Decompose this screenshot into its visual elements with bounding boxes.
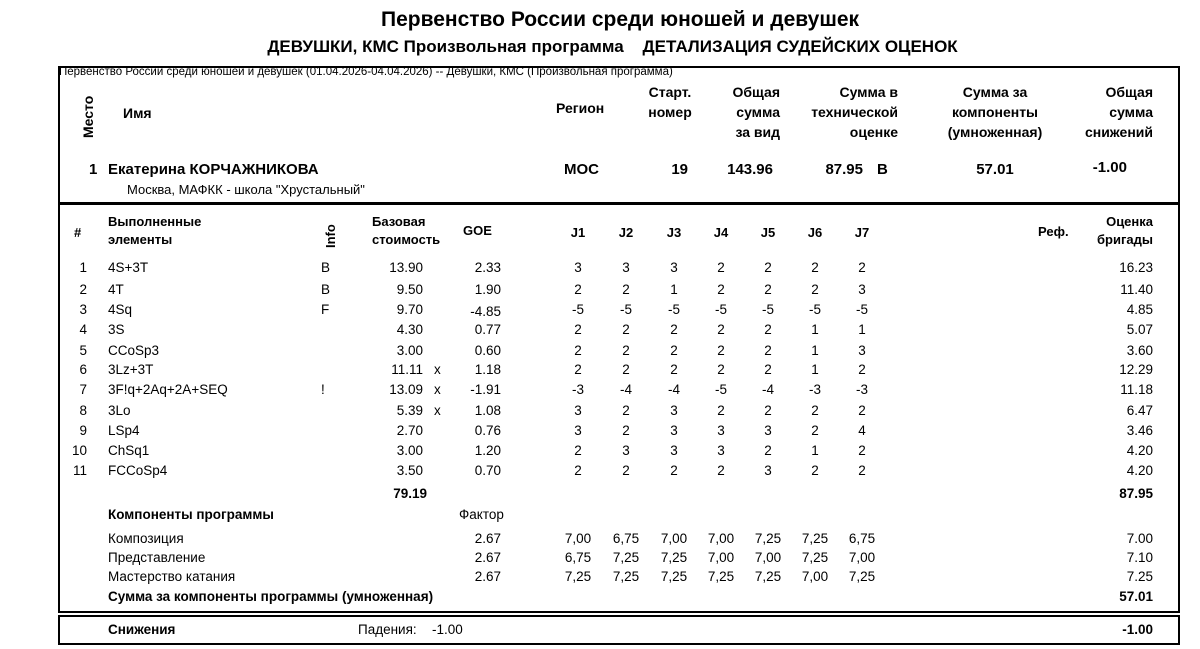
element-judge-score: 2 (717, 260, 725, 275)
element-judge-score: -5 (714, 382, 727, 397)
header-line: сумма (736, 104, 780, 120)
element-panel-score: 16.23 (1119, 260, 1153, 275)
element-judge-score: 2 (858, 463, 866, 478)
element-judge-score: 3 (574, 403, 582, 418)
element-panel-score: 5.07 (1126, 322, 1153, 337)
judge-header: J3 (666, 225, 682, 240)
element-panel-score: 4.20 (1126, 443, 1153, 458)
element-judge-score: 2 (622, 282, 630, 297)
element-judge-score: 2 (717, 403, 725, 418)
element-judge-score: 3 (717, 423, 725, 438)
factor-label: Фактор (459, 507, 504, 522)
element-judge-score: -5 (714, 302, 727, 317)
element-judge-score: 2 (764, 282, 772, 297)
element-panel-score: 3.46 (1126, 423, 1153, 438)
element-panel-score: 11.18 (1120, 382, 1153, 397)
skater-pcs: 57.01 (976, 161, 1014, 178)
element-goe: 2.33 (474, 260, 501, 275)
element-judge-score: -5 (619, 302, 632, 317)
element-panel-score: 4.85 (1126, 302, 1153, 317)
start-no-header (640, 82, 700, 122)
header-line: за вид (735, 124, 780, 140)
element-judge-score: 3 (670, 443, 678, 458)
element-code: ChSq1 (108, 443, 150, 458)
header-line: номер (648, 104, 692, 120)
element-judge-score: 2 (574, 362, 582, 377)
element-judge-score: 3 (858, 282, 866, 297)
element-judge-score: 2 (811, 463, 819, 478)
element-code: 4T (108, 282, 124, 297)
element-judge-score: 2 (574, 443, 582, 458)
panel-header (1080, 213, 1153, 249)
element-base-value: 3.00 (396, 443, 423, 458)
element-judge-score: 3 (858, 343, 866, 358)
base-header (372, 213, 440, 249)
deductions-total: -1.00 (1122, 622, 1153, 637)
element-judge-score: 3 (574, 260, 582, 275)
header-line: Сумма в (839, 84, 898, 100)
component-judge-score: 7,25 (660, 550, 688, 565)
element-panel-score: 6.47 (1126, 403, 1153, 418)
page-subtitle: ДЕВУШКИ, КМС Произвольная программа ДЕТАЛИЗАЦИЯ СУДЕЙСКИХ ОЦЕНОК (267, 37, 958, 56)
element-judge-score: 2 (764, 343, 772, 358)
region-header: Регион (556, 100, 605, 116)
element-judge-score: 2 (622, 463, 630, 478)
element-judge-score: 2 (717, 362, 725, 377)
element-judge-score: 4 (858, 423, 866, 438)
header-line: Выполненные (108, 214, 202, 229)
component-judge-score: 7,00 (848, 550, 876, 565)
deductions-header (1070, 82, 1153, 142)
component-judge-score: 7,00 (660, 531, 688, 546)
header-line: (умноженная) (947, 124, 1043, 140)
header-line: компоненты (951, 104, 1039, 120)
element-goe: 0.76 (474, 423, 501, 438)
skater-club: Москва, МАФКК - школа "Хрустальный" (127, 182, 365, 197)
base-total: 79.19 (393, 486, 427, 501)
component-judge-score: 7,25 (660, 569, 688, 584)
judge-header: J2 (618, 225, 634, 240)
element-judge-score: 3 (764, 463, 772, 478)
skater-name: Екатерина КОРЧАЖНИКОВА (108, 161, 319, 178)
element-bonus-mark: x (434, 382, 441, 397)
component-judge-score: 7,25 (801, 550, 829, 565)
element-judge-score: 2 (574, 322, 582, 337)
element-judge-score: 2 (717, 322, 725, 337)
header-line: Общая (732, 84, 780, 100)
component-name: Представление (108, 550, 206, 565)
element-judge-score: 2 (622, 362, 630, 377)
component-judge-score: 7,25 (612, 550, 640, 565)
component-name: Мастерство катания (108, 569, 236, 584)
element-bonus-mark: x (434, 403, 441, 418)
element-judge-score: 2 (858, 362, 866, 377)
component-judge-score: 7,00 (801, 569, 829, 584)
element-judge-score: 3 (670, 260, 678, 275)
element-goe: 0.60 (474, 343, 501, 358)
element-code: 3Lo (108, 403, 131, 418)
skater-tes-mark: B (877, 161, 888, 178)
element-judge-score: 2 (622, 403, 630, 418)
component-factor: 2.67 (474, 550, 501, 565)
element-judge-score: 2 (811, 282, 819, 297)
element-number: 6 (79, 362, 87, 377)
component-judge-score: 7,00 (564, 531, 592, 546)
element-code: 3F!q+2Aq+2A+SEQ (108, 382, 228, 397)
element-code: CCoSp3 (108, 343, 160, 358)
element-base-value: 2.70 (396, 423, 423, 438)
element-code: LSp4 (108, 423, 140, 438)
element-judge-score: 2 (811, 260, 819, 275)
component-score: 7.25 (1126, 569, 1153, 584)
element-judge-score: 2 (622, 343, 630, 358)
skater-tes: 87.95 (825, 161, 863, 178)
element-panel-score: 3.60 (1126, 343, 1153, 358)
info-header: Info (323, 224, 338, 248)
element-judge-score: 2 (858, 443, 866, 458)
element-judge-score: -3 (855, 382, 868, 397)
pcs-header (920, 82, 1070, 142)
header-line: элементы (108, 232, 173, 247)
skater-region: MOC (564, 161, 599, 178)
element-judge-score: -5 (571, 302, 584, 317)
element-judge-score: 2 (622, 322, 630, 337)
element-base-value: 4.30 (396, 322, 423, 337)
component-judge-score: 7,25 (801, 531, 829, 546)
components-sum-label: Сумма за компоненты программы (умноженная) (108, 589, 434, 604)
element-judge-score: 3 (622, 443, 630, 458)
header-line: Общая (1105, 84, 1153, 100)
element-judge-score: 2 (764, 403, 772, 418)
element-judge-score: 2 (670, 463, 678, 478)
component-factor: 2.67 (474, 531, 501, 546)
element-number: 8 (79, 403, 87, 418)
deductions-label: Снижения (108, 622, 176, 637)
element-goe: 1.20 (474, 443, 501, 458)
element-code: 3S (108, 322, 125, 337)
element-number: 2 (79, 282, 87, 297)
deductions-box (58, 615, 1180, 645)
page-title: Первенство России среди юношей и девушек (380, 8, 860, 31)
element-judge-score: 2 (764, 362, 772, 377)
element-judge-score: -4 (667, 382, 680, 397)
element-code: FCCoSp4 (108, 463, 168, 478)
element-judge-score: 2 (670, 343, 678, 358)
falls-value: -1.00 (432, 622, 463, 637)
element-goe: 1.08 (474, 403, 501, 418)
elements-num-header: # (74, 225, 82, 240)
element-judge-score: 2 (717, 282, 725, 297)
element-judge-score: 2 (811, 423, 819, 438)
header-line: бригады (1097, 232, 1153, 247)
element-goe: 0.70 (474, 463, 501, 478)
element-base-value: 3.00 (396, 343, 423, 358)
component-judge-score: 6,75 (564, 550, 592, 565)
element-number: 10 (71, 443, 87, 458)
element-judge-score: 3 (670, 423, 678, 438)
component-judge-score: 7,25 (707, 569, 735, 584)
judge-header: J4 (713, 225, 729, 240)
event-line: Первенство России среди юношей и девушек (01.04.2026-04.04.2026) -- Девушки, КМС (Произвольная программа) (59, 66, 673, 78)
judge-header: J1 (570, 225, 586, 240)
element-judge-score: -3 (808, 382, 821, 397)
element-judge-score: 2 (811, 403, 819, 418)
element-info: F (321, 302, 330, 317)
element-judge-score: 2 (858, 260, 866, 275)
element-base-value: 5.39 (396, 403, 423, 418)
element-code: 3Lz+3T (108, 362, 154, 377)
element-code: 4Sq (108, 302, 133, 317)
element-base-value: 11.11 (391, 362, 423, 377)
skater-start-no: 19 (671, 161, 688, 178)
element-base-value: 13.90 (389, 260, 423, 275)
component-judge-score: 6,75 (848, 531, 876, 546)
name-header: Имя (123, 105, 152, 121)
component-judge-score: 7,25 (848, 569, 876, 584)
component-judge-score: 7,25 (612, 569, 640, 584)
components-sum-value: 57.01 (1119, 589, 1153, 604)
place-header: Место (80, 95, 96, 138)
element-judge-score: 2 (670, 362, 678, 377)
element-info: ! (321, 382, 325, 397)
element-judge-score: 3 (622, 260, 630, 275)
element-judge-score: 2 (574, 463, 582, 478)
element-judge-score: 3 (574, 423, 582, 438)
element-base-value: 9.50 (396, 282, 423, 297)
element-judge-score: 2 (717, 463, 725, 478)
element-panel-score: 12.29 (1119, 362, 1153, 377)
header-line: Сумма за (962, 84, 1028, 100)
element-goe: 1.18 (474, 362, 501, 377)
component-judge-score: 6,75 (612, 531, 640, 546)
component-score: 7.00 (1126, 531, 1153, 546)
element-number: 1 (79, 260, 87, 275)
element-judge-score: 1 (811, 443, 819, 458)
skater-deductions: -1.00 (1092, 159, 1127, 176)
element-judge-score: 3 (670, 403, 678, 418)
elements-total: 87.95 (1119, 486, 1153, 501)
element-panel-score: 11.40 (1120, 282, 1153, 297)
element-bonus-mark: x (434, 362, 441, 377)
header-line: снижений (1084, 124, 1153, 140)
tes-header (790, 82, 898, 142)
element-judge-score: -3 (571, 382, 584, 397)
element-judge-score: 2 (717, 343, 725, 358)
component-score: 7.10 (1126, 550, 1153, 565)
element-base-value: 13.09 (389, 382, 423, 397)
element-number: 9 (79, 423, 87, 438)
element-judge-score: -4 (761, 382, 774, 397)
skater-total: 143.96 (727, 161, 773, 178)
element-base-value: 3.50 (396, 463, 423, 478)
element-number: 7 (79, 382, 87, 397)
element-judge-score: -5 (808, 302, 821, 317)
element-judge-score: 2 (622, 423, 630, 438)
component-factor: 2.67 (474, 569, 501, 584)
header-line: Оценка (1106, 214, 1153, 229)
component-judge-score: 7,25 (754, 531, 782, 546)
element-judge-score: 2 (574, 282, 582, 297)
element-number: 3 (79, 302, 87, 317)
element-judge-score: 1 (858, 322, 866, 337)
header-line: оценке (849, 124, 898, 140)
judge-header: J7 (854, 225, 870, 240)
elements-header (108, 213, 201, 249)
element-panel-score: 4.20 (1126, 463, 1153, 478)
element-base-value: 9.70 (396, 302, 423, 317)
element-judge-score: 1 (811, 322, 819, 337)
total-header (700, 82, 780, 142)
element-goe: -1.91 (470, 382, 501, 397)
components-title: Компоненты программы (108, 507, 274, 522)
element-number: 11 (72, 463, 87, 478)
component-judge-score: 7,00 (707, 531, 735, 546)
element-judge-score: 2 (764, 260, 772, 275)
element-judge-score: 1 (811, 362, 819, 377)
element-goe: 1.90 (474, 282, 501, 297)
element-judge-score: 1 (811, 343, 819, 358)
header-line: сумма (1109, 104, 1153, 120)
header-line: технической (811, 104, 898, 120)
element-judge-score: 3 (717, 443, 725, 458)
element-judge-score: 2 (764, 443, 772, 458)
ref-header: Реф. (1038, 224, 1069, 239)
element-judge-score: 2 (858, 403, 866, 418)
element-judge-score: 2 (764, 322, 772, 337)
element-info: B (321, 282, 331, 297)
element-judge-score: 3 (764, 423, 772, 438)
element-goe: 0.77 (474, 322, 501, 337)
element-info: B (321, 260, 331, 275)
judge-header: J6 (807, 225, 823, 240)
falls-label: Падения: (358, 622, 417, 637)
element-judge-score: -5 (761, 302, 774, 317)
component-judge-score: 7,00 (754, 550, 782, 565)
component-judge-score: 7,00 (707, 550, 735, 565)
element-judge-score: -5 (667, 302, 680, 317)
element-code: 4S+3T (108, 260, 149, 275)
header-line: Базовая (372, 214, 426, 229)
skater-place: 1 (89, 161, 98, 178)
element-judge-score: 1 (670, 282, 678, 297)
element-number: 4 (79, 322, 87, 337)
component-judge-score: 7,25 (564, 569, 592, 584)
goe-header: GOE (463, 223, 492, 238)
header-line: стоимость (372, 232, 441, 247)
element-goe: -4.85 (470, 304, 501, 319)
element-judge-score: 2 (574, 343, 582, 358)
element-judge-score: -5 (855, 302, 868, 317)
element-judge-score: 2 (670, 322, 678, 337)
element-judge-score: -4 (619, 382, 632, 397)
judge-header: J5 (760, 225, 776, 240)
element-number: 5 (79, 343, 87, 358)
header-line: Старт. (648, 84, 692, 100)
component-judge-score: 7,25 (754, 569, 782, 584)
component-name: Композиция (108, 531, 184, 546)
